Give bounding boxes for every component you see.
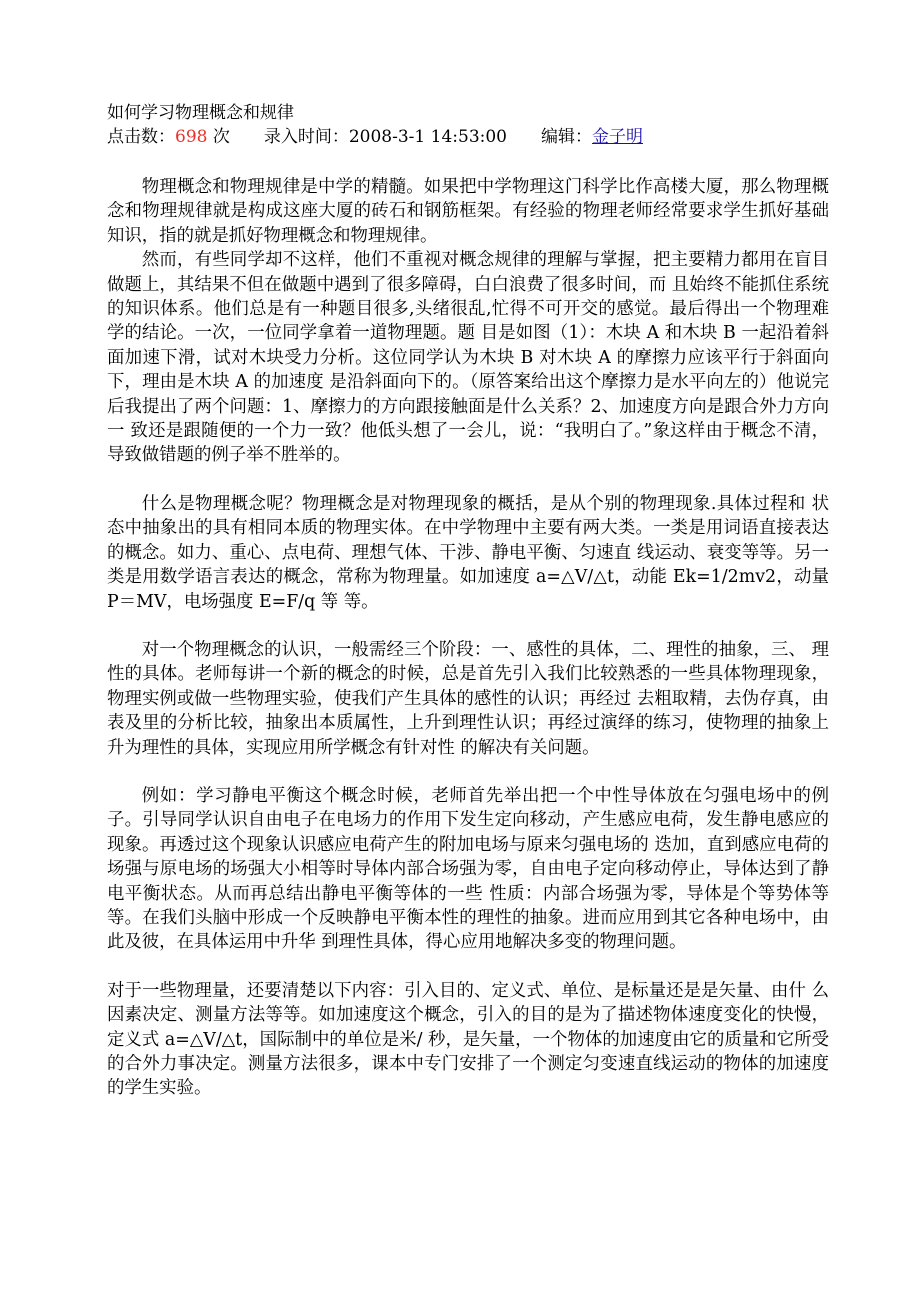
clicks-label: 点击数： — [107, 127, 175, 147]
date-value: 2008-3-1 14:53:00 — [348, 127, 507, 147]
date-label: 录入时间： — [263, 127, 349, 147]
paragraph-6: 对于一些物理量，还要清楚以下内容：引入目的、定义式、单位、是标量还是是矢量、由什 么因素决定、测量方法等等。如加速度这个概念，引入的目的是为了描述物体速度变化的快慢，定义式 a=△V/△t，国际制中的单位是米/ 秒，是矢量，一个物体的加速度由它的质量和它所受的合外力事决定。测量方法很多，课本中专门安排了一个测定匀变速直线运动的物体的加速度的学生实验。 — [107, 980, 829, 1099]
article-body — [107, 175, 829, 1101]
editor-link[interactable]: 金子明 — [592, 127, 643, 147]
paragraph-2: 然而，有些同学却不这样，他们不重视对概念规律的理解与掌握，把主要精力都用在盲目做题上，其结果不但在做题中遇到了很多障碍，白白浪费了很多时间，而 且始终不能抓住系统的知识体系。他们总是有一种题目很多,头绪很乱,忙得不可开交的感觉。最后得出一个物理难学的结论。一次，一位同学拿着一道物理题。题 目是如图（1）：木块 A 和木块 B 一起沿着斜面加速下滑，试对木块受力分析。这位同学认为木块 B 对木块 A 的摩擦力应该平行于斜面向下，理由是木块 A 的加速度 是沿斜面向下的。（原答案给出这个摩擦力是水平向左的）他说完后我提出了两个问题：1、摩擦力的方向跟接触面是什么关系？2、加速度方向是跟合外力方向一 致还是跟随便的一个力一致？他低头想了一会儿，说：“我明白了。”象这样由于概念不清，导致做错题的例子举不胜举的。 — [107, 250, 829, 466]
editor-label: 编辑： — [541, 127, 592, 147]
clicks-count: 698 — [175, 127, 208, 147]
clicks-unit: 次 — [207, 127, 230, 147]
paragraph-3: 什么是物理概念呢？物理概念是对物理现象的概括，是从个别的物理现象.具体过程和 状态中抽象出的具有相同本质的物理实体。在中学物理中主要有两大类。一类是用词语直接表达的概念。如力、重心、点电荷、理想气体、干涉、静电平衡、匀速直 线运动、衰变等等。另一类是用数学语言表达的概念，常称为物理量。如加速度 a=△V/△t，动能 Ek=1/2mv2，动量 P＝MV，电场强度 E=F/q 等 等。 — [107, 493, 829, 612]
article-meta — [107, 125, 829, 149]
paragraph-5: 例如：学习静电平衡这个概念时候，老师首先举出把一个中性导体放在匀强电场中的例 子。引导同学认识自由电子在电场力的作用下发生定向移动，产生感应电荷，发生静电感应的现象。再透过这个现象认识感应电荷产生的附加电场与原来匀强电场的 迭加，直到感应电荷的场强与原电场的场强大小相等时导体内部合场强为零，自由电子定向移动停止，导体达到了静电平衡状态。从而再总结出静电平衡等体的一些 性质：内部合场强为零，导体是个等势体等等。在我们头脑中形成一个反映静电平衡本性的理性的抽象。进而应用到其它各种电场中，由此及彼，在具体运用中升华 到理性具体，得心应用地解决多变的物理问题。 — [107, 785, 829, 953]
article-page — [107, 101, 829, 1101]
article-title: 如何学习物理概念和规律 — [107, 103, 294, 123]
paragraph-1: 物理概念和物理规律是中学的精髓。如果把中学物理这门科学比作高楼大厦，那么物理概念和物理规律就是构成这座大厦的砖石和钢筋框架。有经验的物理老师经常要求学生抓好基础知识，指的就是抓好物理概念和物理规律。 — [107, 177, 829, 246]
paragraph-4: 对一个物理概念的认识，一般需经三个阶段：一、感性的具体，二、理性的抽象，三、 理性的具体。老师每讲一个新的概念的时候，总是首先引入我们比较熟悉的一些具体物理现象，物理实例或做一些物理实验，使我们产生具体的感性的认识；再经过 去粗取精，去伪存真，由表及里的分析比较，抽象出本质属性，上升到理性认识；再经过演绎的练习，使物理的抽象上升为理性的具体，实现应用所学概念有针对性 的解决有关问题。 — [107, 639, 829, 758]
